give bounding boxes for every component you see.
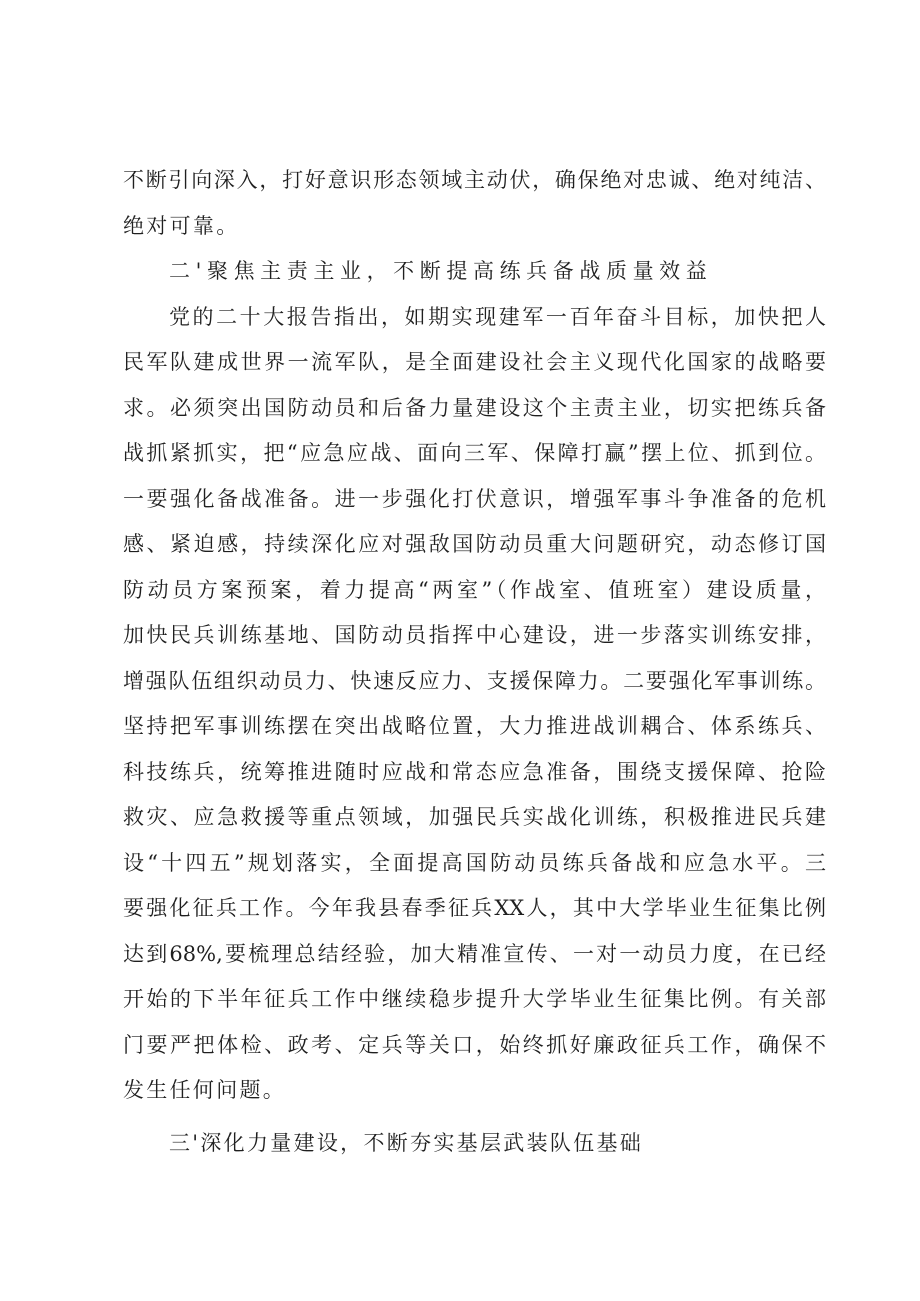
text-line: 要强化征兵工作。今年我县春季征兵XX人，其中大学毕业生征集比例 [123,896,826,920]
text-line: 救灾、应急救援等重点领域，加强民兵实战化训练，积极推进民兵建 [123,805,826,829]
text-line: 感、紧迫感，持续深化应对强敌国防动员重大问题研究，动态修订国 [123,532,826,556]
text-line: 一要强化备战准备。进一步强化打伏意识，增强军事斗争准备的危机 [123,486,826,511]
text-line: 加快民兵训练基地、国防动员指挥中心建设，进一步落实训练安排， [123,623,826,647]
text-line: 增强队伍组织动员力、快速反应力、支援保障力。二要强化军事训练。 [123,668,826,693]
section-heading: 三'深化力量建设，不断夯实基层武装队伍基础 [169,1130,644,1155]
text-line: 科技练兵，统筹推进随时应战和常态应急准备，围绕支援保障、抢险 [123,759,826,784]
text-line: 坚持把军事训练摆在突出战略位置，大力推进战训耦合、体系练兵、 [123,714,826,738]
text-line: 防动员方案预案，着力提高“两室”（作战室、值班室）建设质量， [123,577,826,602]
text-line: 门要严把体检、政考、定兵等关口，始终抓好廉政征兵工作，确保不 [123,1032,826,1057]
paragraph-continued [123,158,826,249]
text-line: 发生任何问题。 [123,1078,287,1102]
section-heading: 二'聚焦主责主业，不断提高练兵备战质量效益 [169,259,713,283]
text-line: 党的二十大报告指出，如期实现建军一百年奋斗目标，加快把人 [169,304,826,329]
text-line: 求。必须突出国防动员和后备力量建设这个主责主业，切实把练兵备 [123,395,826,420]
section-3 [123,1121,826,1167]
text-line: 不断引向深入，打好意识形态领域主动伏，确保绝对忠诚、绝对纯洁、 [123,168,826,192]
text-line: 达到68%,要梳理总结经验，加大精准宣传、一对一动员力度，在已经 [123,941,826,966]
text-line: 绝对可靠。 [123,213,240,238]
text-line: 战抓紧抓实，把“应急应战、面向三军、保障打赢”摆上位、抓到位。 [123,441,826,465]
text-line: 设“十四五”规划落实，全面提高国防动员练兵备战和应急水平。三 [123,850,826,875]
text-line: 民军队建成世界一流军队，是全面建设社会主义现代化国家的战略要 [123,350,826,374]
document-page [123,158,826,1166]
text-line: 开始的下半年征兵工作中继续稳步提升大学毕业生征集比例。有关部 [123,987,826,1011]
section-2 [123,249,826,1114]
section-2-body [123,295,826,1114]
